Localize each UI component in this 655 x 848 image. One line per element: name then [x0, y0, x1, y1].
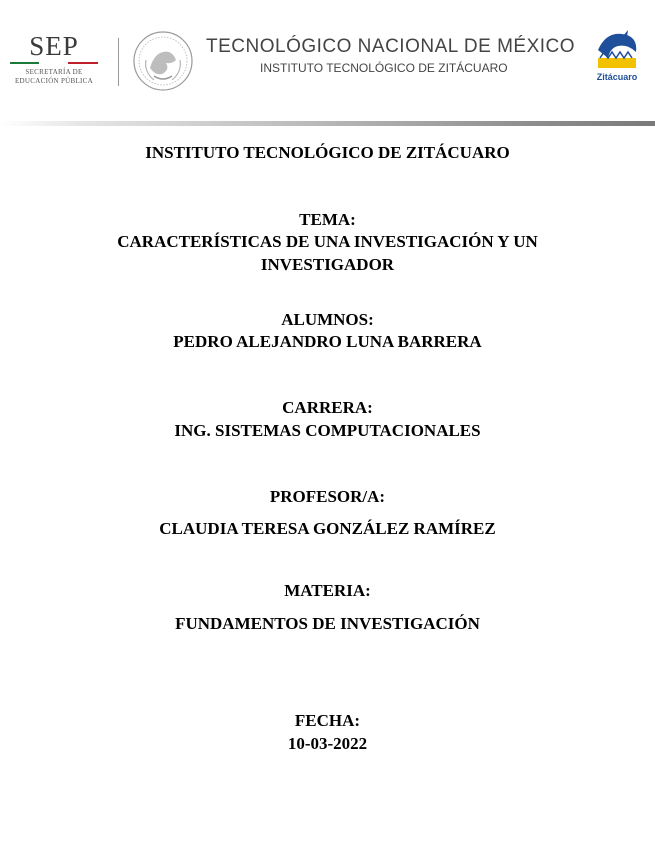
sep-logo — [6, 32, 102, 90]
teacher-label: PROFESOR/A: — [269, 487, 386, 506]
topic-line-2: INVESTIGADOR — [260, 255, 395, 274]
header-divider — [118, 38, 119, 86]
students-value: PEDRO ALEJANDRO LUNA BARRERA — [173, 332, 482, 351]
tnm-title: TECNOLÓGICO NACIONAL DE MÉXICO — [206, 36, 576, 57]
sep-logo-subtitle-1: SECRETARÍA DE — [25, 68, 83, 76]
tnm-subtitle: INSTITUTO TECNOLÓGICO DE ZITÁCUARO — [260, 61, 508, 75]
letterhead — [0, 0, 655, 120]
career-label: CARRERA: — [282, 398, 373, 417]
teacher-value: CLAUDIA TERESA GONZÁLEZ RAMÍREZ — [159, 519, 496, 538]
career-value: ING. SISTEMAS COMPUTACIONALES — [174, 421, 481, 440]
itz-logo-label: Zitácuaro — [596, 72, 638, 82]
sep-logo-title: SEP — [29, 31, 79, 61]
subject-label: MATERIA: — [284, 581, 371, 600]
institution-name: INSTITUTO TECNOLÓGICO DE ZITÁCUARO — [145, 143, 510, 162]
subject-value: FUNDAMENTOS DE INVESTIGACIÓN — [175, 614, 480, 633]
topic-line-1: CARACTERÍSTICAS DE UNA INVESTIGACIÓN Y UN — [117, 232, 538, 251]
sep-logo-subtitle-2: EDUCACIÓN PÚBLICA — [14, 77, 94, 85]
sep-logo-flag-bar — [10, 62, 98, 64]
date-value: 10-03-2022 — [287, 734, 368, 753]
header-stripe — [0, 121, 655, 126]
students-label: ALUMNOS: — [281, 310, 374, 329]
date-label: FECHA: — [294, 711, 361, 730]
tnm-wordmark — [206, 36, 586, 75]
topic-label: TEMA: — [299, 210, 356, 229]
itz-logo-icon — [588, 28, 646, 86]
mexico-seal-icon — [132, 30, 194, 92]
